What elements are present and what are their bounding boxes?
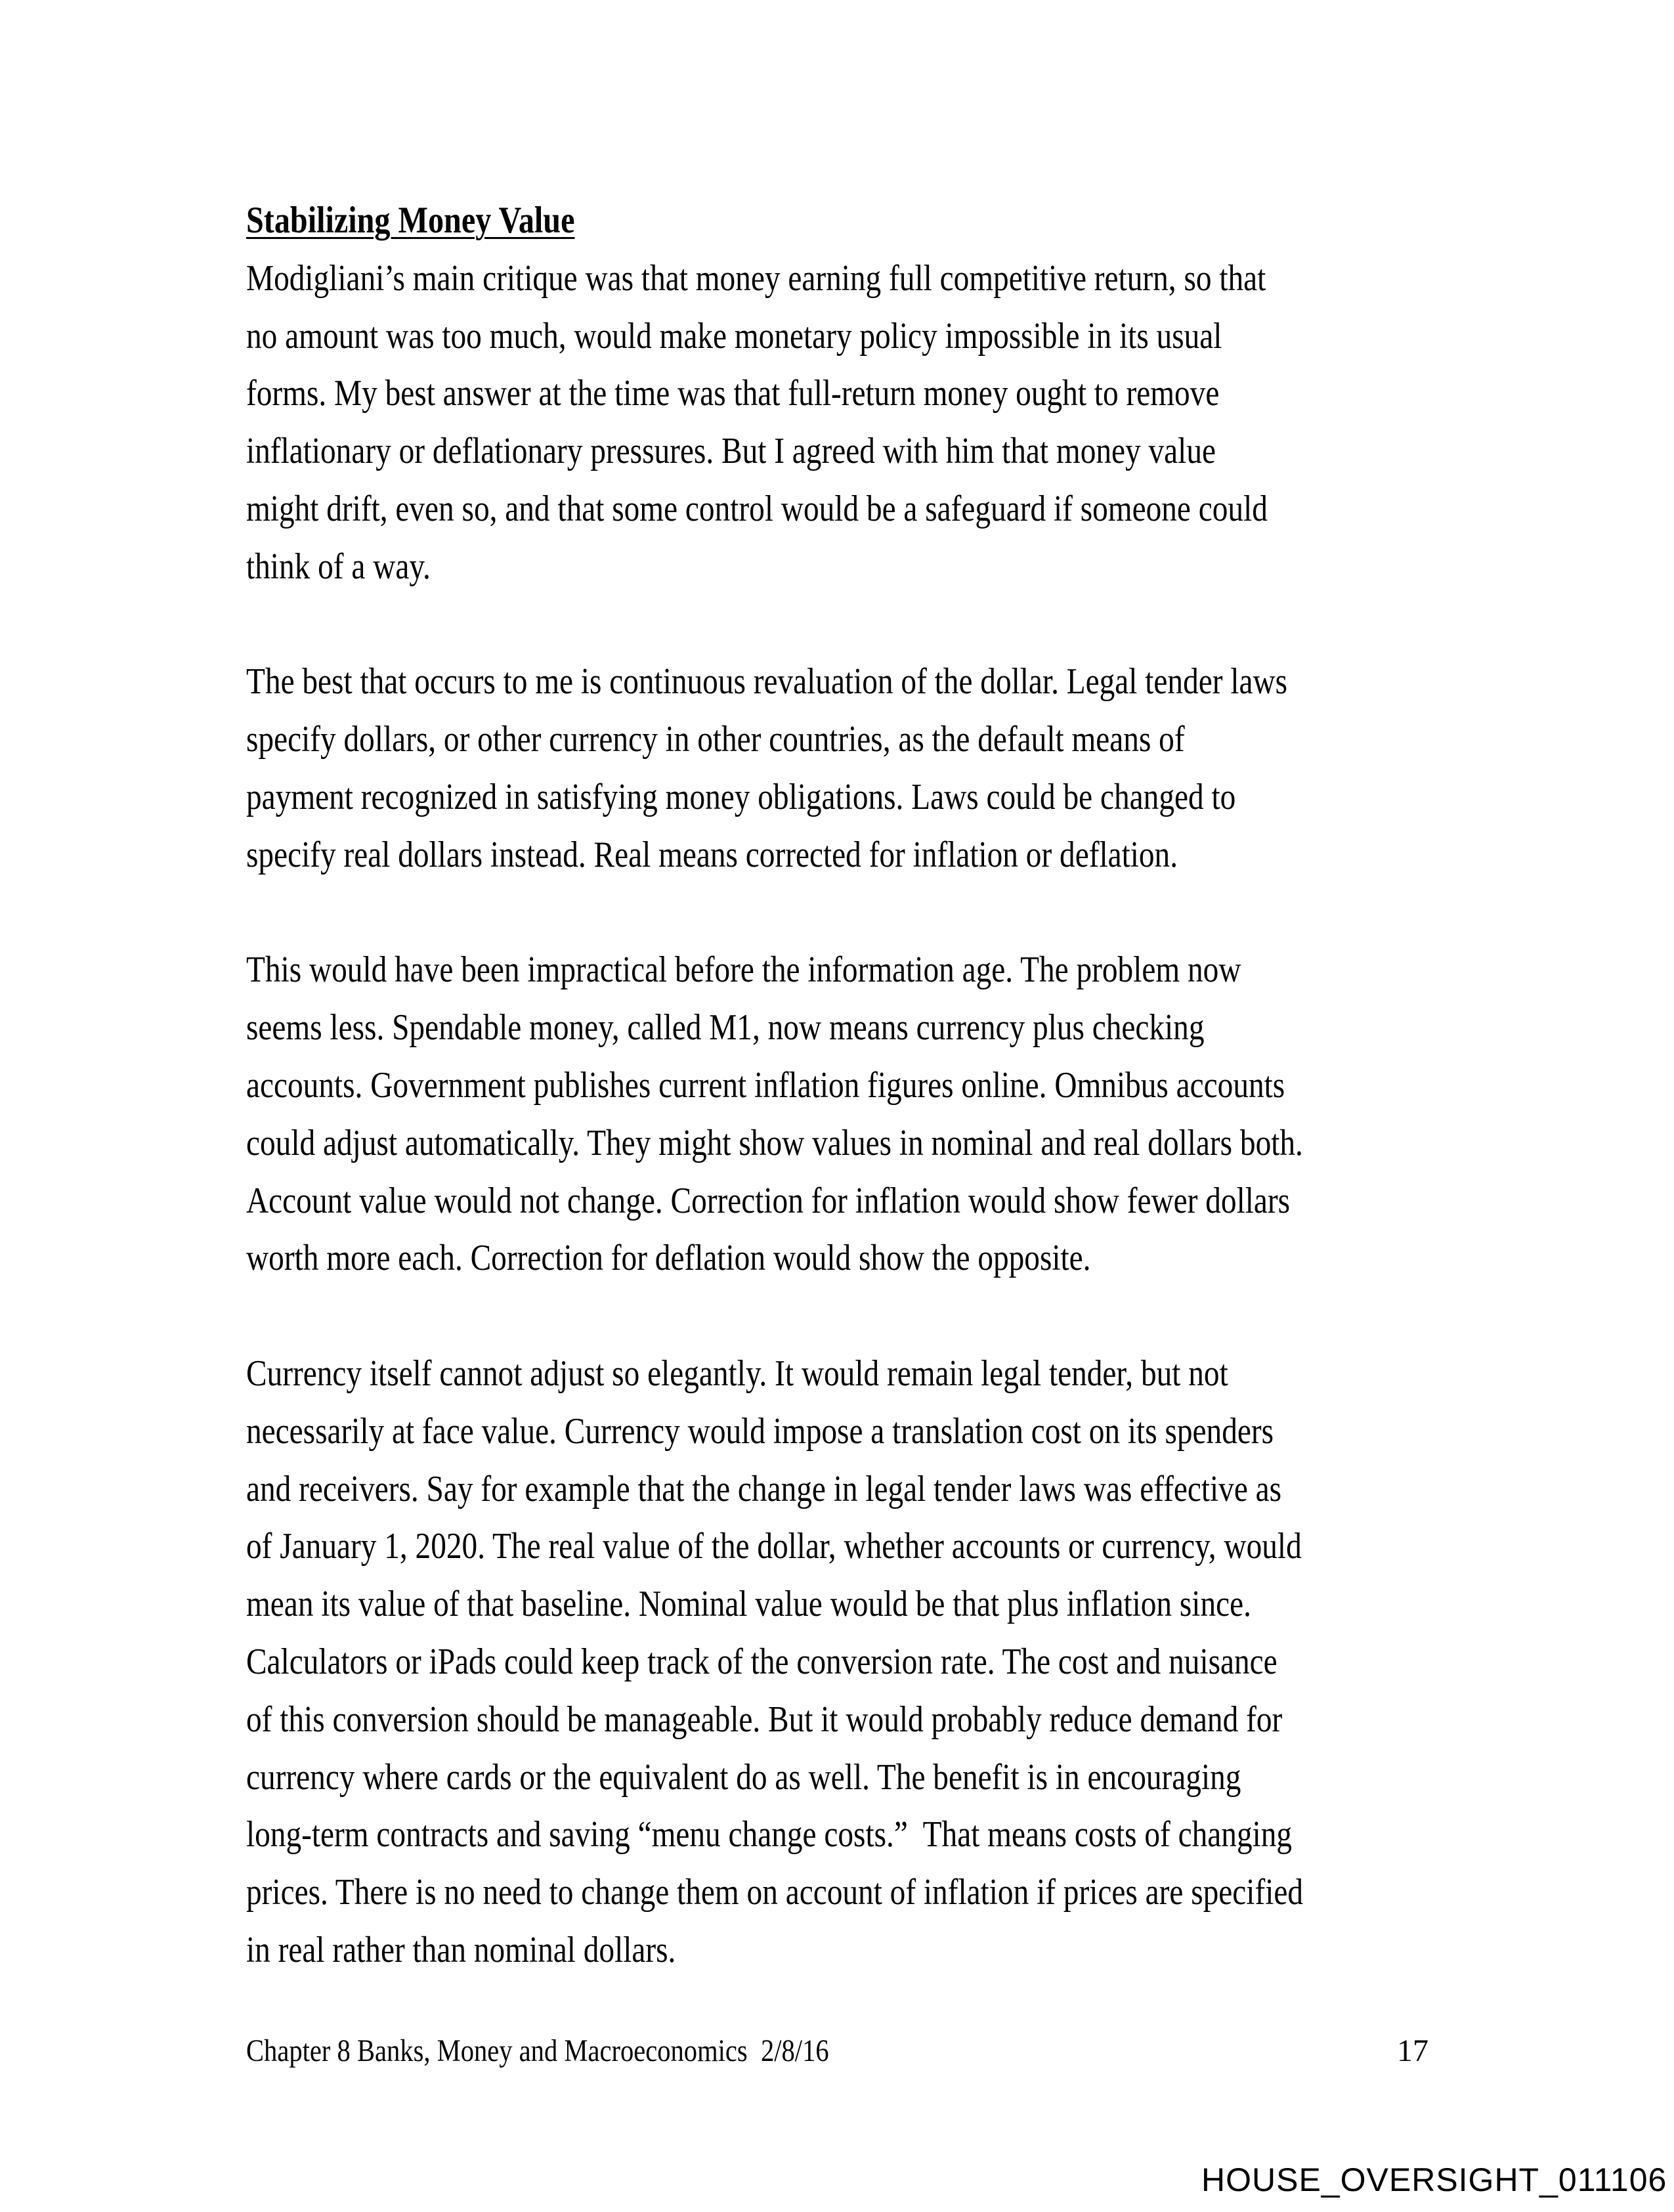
text-line: Calculators or iPads could keep track of the conversion rate. The cost and nuisance <box>246 1641 1277 1682</box>
text-line: necessarily at face value. Currency would impose a translation cost on its spenders <box>246 1410 1274 1452</box>
text-line: This would have been impractical before the information age. The problem now <box>246 949 1241 991</box>
text-line: of January 1, 2020. The real value of the dollar, whether accounts or currency, would <box>246 1526 1302 1567</box>
text-line: could adjust automatically. They might show values in nominal and real dollars both. <box>246 1122 1303 1163</box>
page-number: 17 <box>1397 2033 1428 2068</box>
text-line: worth more each. Correction for deflation would show the opposite. <box>246 1238 1091 1279</box>
body-paragraph-1 <box>246 250 1522 596</box>
text-line: prices. There is no need to change them on account of inflation if prices are specified <box>246 1872 1304 1913</box>
section-heading: Stabilizing Money Value <box>246 200 575 241</box>
text-line: accounts. Government publishes current inflation figures online. Omnibus accounts <box>246 1064 1285 1106</box>
footer-chapter-date: Chapter 8 Banks, Money and Macroeconomics 2/8/16 <box>246 2033 829 2068</box>
text-line: forms. My best answer at the time was that full-return money ought to remove <box>246 373 1220 414</box>
text-line: Account value would not change. Correction for inflation would show fewer dollars <box>246 1180 1291 1221</box>
text-line: The best that occurs to me is continuous revaluation of the dollar. Legal tender laws <box>246 661 1288 703</box>
text-line: in real rather than nominal dollars. <box>246 1929 676 1970</box>
text-line: and receivers. Say for example that the change in legal tender laws was effective as <box>246 1468 1282 1509</box>
body-paragraph-3 <box>246 942 1522 1288</box>
text-line: payment recognized in satisfying money obligations. Laws could be changed to <box>246 776 1236 817</box>
text-line: Currency itself cannot adjust so elegantly. It would remain legal tender, but not <box>246 1353 1228 1394</box>
body-paragraph-4 <box>246 1345 1522 1980</box>
bates-stamp: HOUSE_OVERSIGHT_011106 <box>1201 2161 1667 2198</box>
text-line: think of a way. <box>246 546 431 587</box>
text-line: no amount was too much, would make monetary policy impossible in its usual <box>246 315 1222 357</box>
document-body <box>246 192 1522 1980</box>
text-line: currency where cards or the equivalent do as well. The benefit is in encouraging <box>246 1756 1241 1798</box>
text-line: might drift, even so, and that some control would be a safeguard if someone could <box>246 488 1268 529</box>
text-line: long-term contracts and saving “menu change costs.” That means costs of changing <box>246 1814 1293 1855</box>
text-line: mean its value of that baseline. Nominal value would be that plus inflation since. <box>246 1584 1251 1625</box>
text-line: inflationary or deflationary pressures. But I agreed with him that money value <box>246 431 1216 472</box>
text-line: specify dollars, or other currency in other countries, as the default means of <box>246 719 1185 760</box>
body-paragraph-2 <box>246 653 1522 884</box>
text-line: Modigliani’s main critique was that money earning full competitive return, so that <box>246 257 1266 299</box>
text-line: seems less. Spendable money, called M1, now means currency plus checking <box>246 1007 1205 1049</box>
text-line: specify real dollars instead. Real means corrected for inflation or deflation. <box>246 834 1178 875</box>
text-line: of this conversion should be manageable. But it would probably reduce demand for <box>246 1699 1283 1740</box>
